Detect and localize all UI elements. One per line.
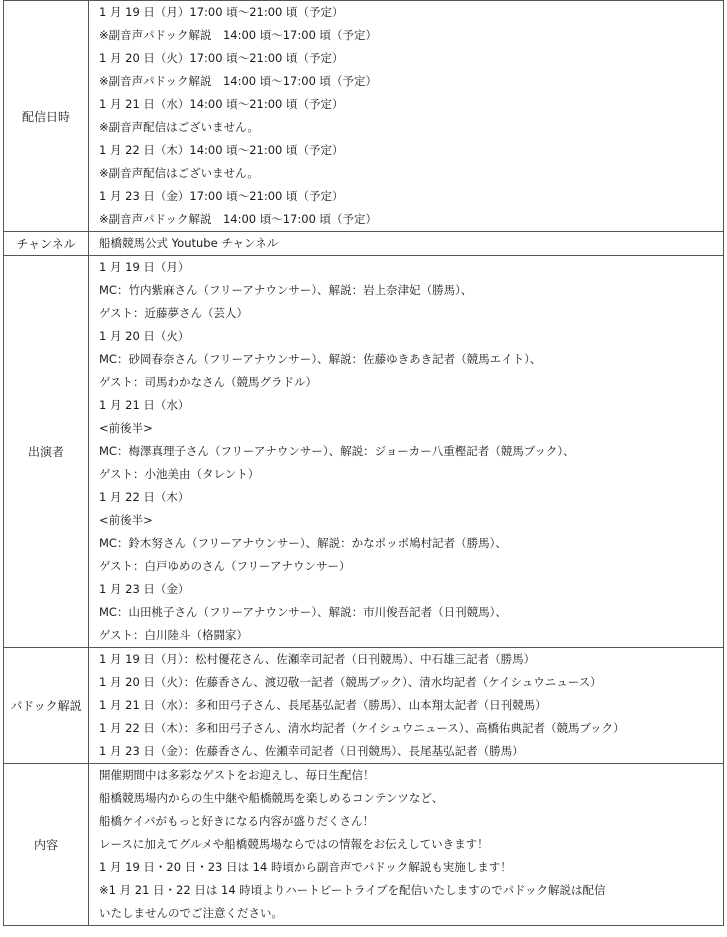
text-line: 1 月 21 日（水）	[99, 398, 190, 412]
text-line: 船橋競馬場内からの生中継や船橋競馬を楽しめるコンテンツなど、	[99, 791, 444, 805]
broadcast-datetime-row	[4, 1, 724, 232]
text-line: MC：山田桃子さん（フリーアナウンサー）、解説：市川俊吾記者（日刊競馬）、	[99, 605, 507, 619]
content-content	[89, 764, 724, 926]
text-line: 1 月 23 日（金）：佐藤香さん、佐瀬幸司記者（日刊競馬）、長尾基弘記者（勝馬）	[99, 744, 524, 758]
text-line: ※副音声パドック解説 14:00 頃～17:00 頃（予定）	[99, 28, 378, 42]
text-line: <前後半>	[99, 513, 153, 527]
text-line: ゲスト：司馬わかなさん（競馬グラドル）	[99, 375, 318, 389]
text-line: 1 月 20 日（火）17:00 頃～21:00 頃（予定）	[99, 51, 344, 65]
text-line: 1 月 20 日（火）：佐藤香さん、渡辺敬一記者（競馬ブック）、清水均記者（ケイシュウニュース）	[99, 675, 602, 689]
text-line: 1 月 23 日（金）17:00 頃～21:00 頃（予定）	[99, 189, 344, 203]
schedule-table	[3, 0, 724, 926]
channel-content	[89, 232, 724, 256]
channel-row	[4, 232, 724, 256]
text-line: 船橋ケイバがもっと好きになる内容が盛りだくさん！	[99, 814, 374, 828]
text-line: レースに加えてグルメや船橋競馬場ならではの情報をお伝えしていきます！	[99, 837, 489, 851]
text-line: ※副音声配信はございません。	[99, 120, 259, 134]
paddock-commentary-label: パドック解説	[4, 648, 89, 764]
text-line: MC：砂岡春奈さん（フリーアナウンサー）、解説：佐藤ゆきあき記者（競馬エイト）、	[99, 352, 542, 366]
text-line: ※副音声パドック解説 14:00 頃～17:00 頃（予定）	[99, 212, 378, 226]
broadcast-datetime-label: 配信日時	[4, 1, 89, 232]
text-line: 1 月 21 日（水）：多和田弓子さん、長尾基弘記者（勝馬）、山本翔太記者（日刊競馬）	[99, 698, 547, 712]
text-line: 1 月 19 日（月）	[99, 260, 190, 274]
text-line: 1 月 23 日（金）	[99, 582, 190, 596]
performers-label: 出演者	[4, 256, 89, 648]
content-label: 内容	[4, 764, 89, 926]
text-line: 1 月 22 日（木）14:00 頃～21:00 頃（予定）	[99, 143, 344, 157]
paddock-commentary-content	[89, 648, 724, 764]
schedule-table-body	[4, 1, 724, 926]
text-line: 開催期間中は多彩なゲストをお迎えし、毎日生配信！	[99, 768, 375, 782]
text-line: ※1 月 21 日・22 日は 14 時頃よりハートビートライブを配信いたしますのでパドック解説は配信	[99, 883, 606, 897]
text-line: ※副音声配信はございません。	[99, 166, 259, 180]
text-line: いたしませんのでご注意ください。	[99, 906, 283, 920]
performers-content	[89, 256, 724, 648]
text-line: ゲスト：近藤夢さん（芸人）	[99, 306, 249, 320]
channel-label: チャンネル	[4, 232, 89, 256]
performers-row	[4, 256, 724, 648]
text-line: MC：鈴木努さん（フリーアナウンサー）、解説：かなポッポ鳩村記者（勝馬）、	[99, 536, 507, 550]
content-row	[4, 764, 724, 926]
paddock-commentary-row	[4, 648, 724, 764]
text-line: 1 月 19 日（月）17:00 頃～21:00 頃（予定）	[99, 5, 344, 19]
text-line: 1 月 22 日（木）：多和田弓子さん、清水均記者（ケイシュウニュース）、高橋佑典記者（競馬ブック）	[99, 721, 625, 735]
text-line: 1 月 22 日（木）	[99, 490, 190, 504]
text-line: 1 月 20 日（火）	[99, 329, 190, 343]
text-line: 1 月 21 日（水）14:00 頃～21:00 頃（予定）	[99, 97, 344, 111]
text-line: 1 月 19 日・20 日・23 日は 14 時頃から副音声でパドック解説も実施します！	[99, 860, 512, 874]
text-line: MC：竹内紫麻さん（フリーアナウンサー）、解説：岩上奈津妃（勝馬）、	[99, 283, 473, 297]
text-line: 船橋競馬公式 Youtube チャンネル	[99, 236, 279, 250]
text-line: ゲスト：白川陸斗（格闘家）	[99, 628, 249, 642]
text-line: ゲスト：白戸ゆめのさん（フリーアナウンサー）	[99, 559, 351, 573]
text-line: ※副音声パドック解説 14:00 頃～17:00 頃（予定）	[99, 74, 378, 88]
text-line: 1 月 19 日（月）：松村優花さん、佐瀬幸司記者（日刊競馬）、中石雄三記者（勝馬）	[99, 652, 536, 666]
text-line: <前後半>	[99, 421, 153, 435]
broadcast-datetime-content	[89, 1, 724, 232]
text-line: MC：梅澤真理子さん（フリーアナウンサー）、解説：ジョーカー八重樫記者（競馬ブック）、	[99, 444, 575, 458]
text-line: ゲスト：小池美由（タレント）	[99, 467, 260, 481]
